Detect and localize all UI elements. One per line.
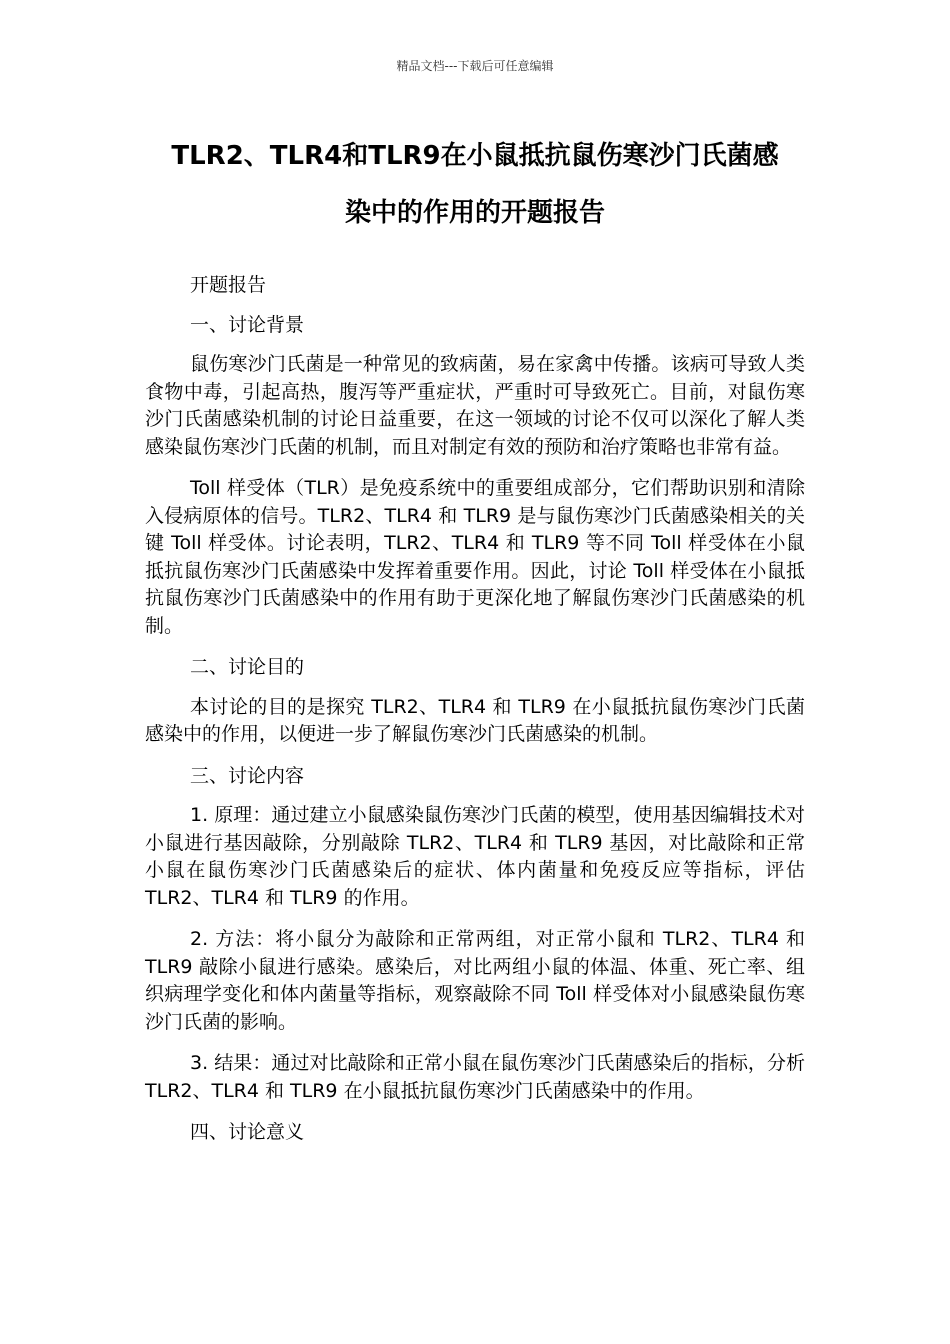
paragraph-content-method: 2. 方法：将小鼠分为敲除和正常两组，对正常小鼠和 TLR2、TLR4 和 TLR9 敲除小鼠进行感染。感染后，对比两组小鼠的体温、体重、死亡率、组织病理学变化和体内菌量等指标，观察敲除不同 Toll 样受体对小鼠感染鼠伤寒沙门氏菌的影响。	[145, 928, 806, 1033]
paragraph-purpose: 本讨论的目的是探究 TLR2、TLR4 和 TLR9 在小鼠抵抗鼠伤寒沙门氏菌感染中的作用，以便进一步了解鼠伤寒沙门氏菌感染的机制。	[145, 695, 805, 745]
section-heading-purpose: 二、讨论目的	[190, 656, 305, 678]
document-title-line-1: TLR2、TLR4和TLR9在小鼠抵抗鼠伤寒沙门氏菌感	[171, 141, 779, 171]
paragraph-content-principle: 1. 原理：通过建立小鼠感染鼠伤寒沙门氏菌的模型，使用基因编辑技术对小鼠进行基因敲除，分别敲除 TLR2、TLR4 和 TLR9 基因，对比敲除和正常小鼠在鼠伤寒沙门氏菌感染后的症状、体内菌量和免疫反应等指标，评估 TLR2、TLR4 和 TLR9 的作用。	[145, 804, 805, 909]
paragraph-background-tlr: Toll 样受体（TLR）是免疫系统中的重要组成部分，它们帮助识别和清除入侵病原体的信号。TLR2、TLR4 和 TLR9 是与鼠伤寒沙门氏菌感染相关的关键 Toll 样受体。讨论表明，TLR2、TLR4 和 TLR9 等不同 Toll 样受体在小鼠抵抗鼠伤寒沙门氏菌感染中发挥着重要作用。因此，讨论 Toll 样受体在小鼠抵抗鼠伤寒沙门氏菌感染中的作用有助于更深化地了解鼠伤寒沙门氏菌感染的机制。	[145, 477, 806, 637]
document-title	[130, 128, 820, 242]
report-label: 开题报告	[190, 274, 267, 296]
section-heading-significance: 四、讨论意义	[190, 1121, 305, 1143]
section-heading-content: 三、讨论内容	[190, 764, 305, 787]
section-heading-background: 一、讨论背景	[190, 313, 305, 336]
document-title-line-2: 染中的作用的开题报告	[344, 198, 605, 228]
paragraph-content-result: 3. 结果：通过对比敲除和正常小鼠在鼠伤寒沙门氏菌感染后的指标，分析 TLR2、TLR4 和 TLR9 在小鼠抵抗鼠伤寒沙门氏菌感染中的作用。	[145, 1052, 805, 1102]
page-header-note: 精品文档---下载后可任意编辑	[396, 59, 554, 73]
document-body	[145, 272, 805, 1159]
paragraph-background-pathogen: 鼠伤寒沙门氏菌是一种常见的致病菌，易在家禽中传播。该病可导致人类食物中毒，引起高热，腹泻等严重症状，严重时可导致死亡。目前，对鼠伤寒沙门氏菌感染机制的讨论日益重要，在这一领域的讨论不仅可以深化了解人类感染鼠伤寒沙门氏菌的机制，而且对制定有效的预防和治疗策略也非常有益。	[145, 353, 805, 458]
